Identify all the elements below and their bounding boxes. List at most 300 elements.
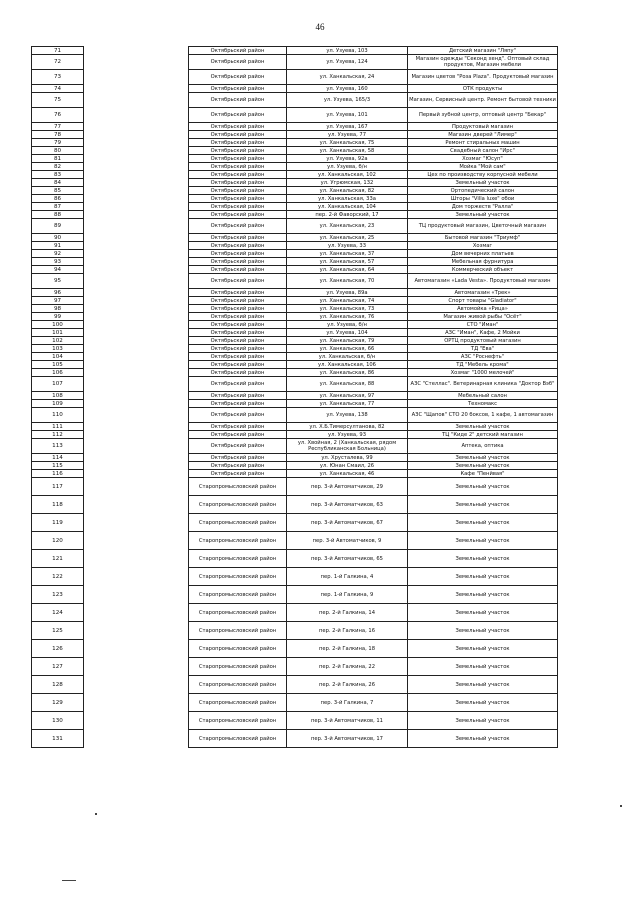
row-number: 79: [32, 139, 84, 147]
address-cell: пер. 3-й Автоматчиков, 67: [287, 514, 408, 532]
number-row: [32, 195, 84, 203]
object-cell: Земельный участок: [408, 514, 558, 532]
table-row: [189, 171, 558, 179]
table-row: [189, 439, 558, 454]
scan-mark-left: [95, 813, 97, 815]
table-row: [189, 219, 558, 234]
district-cell: Октябрьский район: [189, 454, 287, 462]
address-cell: ул. Ханкальская, 75: [287, 139, 408, 147]
district-cell: Старопромысловский район: [189, 622, 287, 640]
object-cell: Земельный участок: [408, 658, 558, 676]
row-number: 99: [32, 313, 84, 321]
object-cell: Земельный участок: [408, 478, 558, 496]
row-number: 85: [32, 187, 84, 195]
number-row: [32, 187, 84, 195]
table-row: [189, 242, 558, 250]
object-cell: Коммерческий объект: [408, 266, 558, 274]
table-row: [189, 55, 558, 70]
address-cell: пер. 3-й Автоматчиков, 29: [287, 478, 408, 496]
address-cell: пер. 2-й Галкина, 22: [287, 658, 408, 676]
row-number: 118: [32, 496, 84, 514]
number-row: [32, 377, 84, 392]
district-cell: Октябрьский район: [189, 289, 287, 297]
object-cell: Земельный участок: [408, 462, 558, 470]
address-cell: ул. Угрюмская, 132: [287, 179, 408, 187]
table-row: [189, 431, 558, 439]
table-row: [189, 250, 558, 258]
object-cell: Мебельная фурнитура: [408, 258, 558, 266]
address-cell: ул. Узуева, 101: [287, 108, 408, 123]
row-number: 75: [32, 93, 84, 108]
number-row: [32, 454, 84, 462]
row-number: 101: [32, 329, 84, 337]
address-cell: ул. Хвойная, 2 (Ханкальская, рядом Республиканская Больница): [287, 439, 408, 454]
number-row: [32, 676, 84, 694]
address-cell: ул. Ханкальская, 58: [287, 147, 408, 155]
table-row: [189, 274, 558, 289]
number-row: [32, 70, 84, 85]
number-row: [32, 85, 84, 93]
address-cell: пер. 2-й Галкина, 18: [287, 640, 408, 658]
table-row: [189, 85, 558, 93]
row-number: 84: [32, 179, 84, 187]
number-row: [32, 658, 84, 676]
district-cell: Октябрьский район: [189, 242, 287, 250]
number-row: [32, 313, 84, 321]
row-number: 94: [32, 266, 84, 274]
address-cell: ул. Ханкальская, 46: [287, 470, 408, 478]
address-cell: ул. Ханкальская, 104: [287, 203, 408, 211]
row-number: 76: [32, 108, 84, 123]
object-cell: Автомагазин «Lada Vesta». Продуктовый магазин: [408, 274, 558, 289]
row-number: 88: [32, 211, 84, 219]
row-number: 125: [32, 622, 84, 640]
row-number: 127: [32, 658, 84, 676]
district-cell: Старопромысловский район: [189, 586, 287, 604]
number-row: [32, 219, 84, 234]
address-cell: пер. 2-й Фаворский, 17: [287, 211, 408, 219]
object-cell: Хозмаг: [408, 242, 558, 250]
table-row: [189, 47, 558, 55]
row-number: 130: [32, 712, 84, 730]
number-row: [32, 171, 84, 179]
table-row: [189, 147, 558, 155]
row-number: 104: [32, 353, 84, 361]
address-cell: ул. Ханкальская, 70: [287, 274, 408, 289]
district-cell: Октябрьский район: [189, 163, 287, 171]
address-cell: пер. 3-й Автоматчиков, 17: [287, 730, 408, 748]
row-number: 83: [32, 171, 84, 179]
object-cell: Ремонт стиральных машин: [408, 139, 558, 147]
number-row: [32, 147, 84, 155]
row-number: 124: [32, 604, 84, 622]
object-cell: Спорт товары "Gladiator": [408, 297, 558, 305]
number-row: [32, 47, 84, 55]
object-cell: Земельный участок: [408, 640, 558, 658]
objects-table: [188, 46, 556, 748]
district-cell: Октябрьский район: [189, 108, 287, 123]
table-row: [189, 586, 558, 604]
number-row: [32, 337, 84, 345]
address-cell: ул. Ханкальская, 79: [287, 337, 408, 345]
table-row: [189, 163, 558, 171]
address-cell: ул. Ханкальская, 76: [287, 313, 408, 321]
table-row: [189, 478, 558, 496]
number-row: [32, 305, 84, 313]
row-number: 123: [32, 586, 84, 604]
number-row: [32, 470, 84, 478]
district-cell: Октябрьский район: [189, 305, 287, 313]
row-number: 72: [32, 55, 84, 70]
district-cell: Октябрьский район: [189, 423, 287, 431]
address-cell: пер. 2-й Галкина, 16: [287, 622, 408, 640]
table-row: [189, 321, 558, 329]
table-row: [189, 361, 558, 369]
district-cell: Октябрьский район: [189, 313, 287, 321]
district-cell: Октябрьский район: [189, 439, 287, 454]
row-number: 81: [32, 155, 84, 163]
object-cell: ТЦ "Киде 2" детский магазин: [408, 431, 558, 439]
object-cell: Магазин цветов "Роза Plaza". Продуктовый магазин: [408, 70, 558, 85]
row-number: 103: [32, 345, 84, 353]
table-row: [189, 211, 558, 219]
object-cell: Земельный участок: [408, 604, 558, 622]
number-row: [32, 203, 84, 211]
address-cell: ул. Ханкальская, б/н: [287, 353, 408, 361]
object-cell: Магазин, Сервисный центр. Ремонт бытовой техники: [408, 93, 558, 108]
number-row: [32, 266, 84, 274]
object-cell: Земельный участок: [408, 550, 558, 568]
number-row: [32, 604, 84, 622]
row-number: 87: [32, 203, 84, 211]
row-number: 114: [32, 454, 84, 462]
number-row: [32, 329, 84, 337]
number-row: [32, 345, 84, 353]
row-number: 108: [32, 392, 84, 400]
address-cell: пер. 2-й Галкина, 26: [287, 676, 408, 694]
object-cell: Земельный участок: [408, 676, 558, 694]
table-row: [189, 313, 558, 321]
number-row: [32, 242, 84, 250]
number-row: [32, 640, 84, 658]
address-cell: ул. Ханкальская, 57: [287, 258, 408, 266]
row-number: 73: [32, 70, 84, 85]
district-cell: Октябрьский район: [189, 345, 287, 353]
district-cell: Октябрьский район: [189, 258, 287, 266]
district-cell: Октябрьский район: [189, 321, 287, 329]
address-cell: ул. Ханкальская, 97: [287, 392, 408, 400]
table-row: [189, 392, 558, 400]
district-cell: Октябрьский район: [189, 131, 287, 139]
address-cell: ул. Узуева, 103: [287, 47, 408, 55]
number-row: [32, 361, 84, 369]
row-number-column: [31, 46, 84, 748]
table-row: [189, 676, 558, 694]
object-cell: ТД "Мебель крома": [408, 361, 558, 369]
table-row: [189, 131, 558, 139]
address-cell: пер. 2-й Галкина, 14: [287, 604, 408, 622]
table-row: [189, 496, 558, 514]
address-cell: ул. Ханкальская, 66: [287, 345, 408, 353]
district-cell: Октябрьский район: [189, 47, 287, 55]
number-row: [32, 211, 84, 219]
object-cell: Земельный участок: [408, 532, 558, 550]
row-number: 100: [32, 321, 84, 329]
row-number: 93: [32, 258, 84, 266]
table-row: [189, 658, 558, 676]
district-cell: Октябрьский район: [189, 179, 287, 187]
object-cell: Свадебный салон "Ирс": [408, 147, 558, 155]
number-row: [32, 622, 84, 640]
object-cell: Мойка "Мой сам": [408, 163, 558, 171]
row-number: 92: [32, 250, 84, 258]
object-cell: Земельный участок: [408, 622, 558, 640]
object-cell: Автомагазин «Трек»: [408, 289, 558, 297]
table-row: [189, 369, 558, 377]
table-row: [189, 462, 558, 470]
table-row: [189, 297, 558, 305]
district-cell: Октябрьский район: [189, 171, 287, 179]
row-number: 122: [32, 568, 84, 586]
object-cell: Цех по производству корпусной мебели: [408, 171, 558, 179]
object-cell: Дом вечерних платьев: [408, 250, 558, 258]
object-cell: ОТК продукты: [408, 85, 558, 93]
object-cell: АЗС "Стеллас". Ветеринарная клиника "Доктор Вэб": [408, 377, 558, 392]
number-row: [32, 730, 84, 748]
object-cell: Земельный участок: [408, 568, 558, 586]
object-cell: Детский магазин "Ляпу": [408, 47, 558, 55]
row-number: 105: [32, 361, 84, 369]
number-row: [32, 139, 84, 147]
row-number: 102: [32, 337, 84, 345]
address-cell: ул. Узуева, б/н: [287, 321, 408, 329]
address-cell: пер. 3-й Галкина, 7: [287, 694, 408, 712]
object-cell: Шторы "Villa luxe" обои: [408, 195, 558, 203]
table-row: [189, 377, 558, 392]
object-cell: Земельный участок: [408, 454, 558, 462]
table-row: [189, 258, 558, 266]
address-cell: ул. Узуева, 104: [287, 329, 408, 337]
address-cell: пер. 1-й Галкина, 9: [287, 586, 408, 604]
object-cell: Техномакс: [408, 400, 558, 408]
table-row: [189, 179, 558, 187]
address-cell: ул. Ханкальская, 25: [287, 234, 408, 242]
address-cell: ул. Ханкальская, 106: [287, 361, 408, 369]
district-cell: Старопромысловский район: [189, 658, 287, 676]
district-cell: Октябрьский район: [189, 431, 287, 439]
table-row: [189, 423, 558, 431]
district-cell: Старопромысловский район: [189, 730, 287, 748]
address-cell: ул. Ханкальская, 73: [287, 305, 408, 313]
table-row: [189, 532, 558, 550]
address-cell: ул. Юнан Смаил, 26: [287, 462, 408, 470]
number-row: [32, 550, 84, 568]
object-cell: АЗС "Иман", Кафе, 2 Мойки: [408, 329, 558, 337]
table-row: [189, 353, 558, 361]
scan-mark-right: [620, 805, 622, 807]
object-cell: ТЦ продуктовый магазин, Цветочный магазин: [408, 219, 558, 234]
object-cell: Земельный участок: [408, 694, 558, 712]
number-row: [32, 496, 84, 514]
address-cell: ул. Ханкальская, 33а: [287, 195, 408, 203]
row-number: 80: [32, 147, 84, 155]
row-number: 91: [32, 242, 84, 250]
number-row: [32, 123, 84, 131]
district-cell: Октябрьский район: [189, 155, 287, 163]
row-number: 78: [32, 131, 84, 139]
row-number: 115: [32, 462, 84, 470]
object-cell: Земельный участок: [408, 712, 558, 730]
table-row: [189, 70, 558, 85]
page-number: 46: [315, 22, 325, 32]
row-number: 112: [32, 431, 84, 439]
row-number: 126: [32, 640, 84, 658]
table-row: [189, 337, 558, 345]
row-number: 86: [32, 195, 84, 203]
district-cell: Октябрьский район: [189, 55, 287, 70]
address-cell: пер. 3-й Автоматчиков, 9: [287, 532, 408, 550]
number-row: [32, 55, 84, 70]
row-number: 77: [32, 123, 84, 131]
number-row: [32, 694, 84, 712]
number-row: [32, 353, 84, 361]
object-cell: Кафе "Пенйвая": [408, 470, 558, 478]
district-cell: Октябрьский район: [189, 297, 287, 305]
district-cell: Октябрьский район: [189, 361, 287, 369]
district-cell: Октябрьский район: [189, 392, 287, 400]
number-row: [32, 93, 84, 108]
address-cell: ул. Узуева, 138: [287, 408, 408, 423]
table-row: [189, 640, 558, 658]
number-row: [32, 462, 84, 470]
district-cell: Старопромысловский район: [189, 496, 287, 514]
table-row: [189, 454, 558, 462]
district-cell: Старопромысловский район: [189, 640, 287, 658]
table-row: [189, 345, 558, 353]
address-cell: ул. Узуева, 33: [287, 242, 408, 250]
number-row: [32, 131, 84, 139]
district-cell: Октябрьский район: [189, 203, 287, 211]
address-cell: ул. Ханкальская, 82: [287, 187, 408, 195]
address-cell: ул. Ханкальская, 23: [287, 219, 408, 234]
district-cell: Октябрьский район: [189, 369, 287, 377]
table-row: [189, 305, 558, 313]
address-cell: ул. Ханкальская, 37: [287, 250, 408, 258]
district-cell: Старопромысловский район: [189, 568, 287, 586]
row-number: 96: [32, 289, 84, 297]
table-row: [189, 289, 558, 297]
district-cell: Октябрьский район: [189, 377, 287, 392]
number-row: [32, 108, 84, 123]
district-cell: Октябрьский район: [189, 337, 287, 345]
object-cell: Магазин живой рыбы "Осёт": [408, 313, 558, 321]
row-number: 98: [32, 305, 84, 313]
table-row: [189, 108, 558, 123]
row-number: 110: [32, 408, 84, 423]
district-cell: Октябрьский район: [189, 470, 287, 478]
district-cell: Октябрьский район: [189, 353, 287, 361]
row-number: 129: [32, 694, 84, 712]
row-number: 121: [32, 550, 84, 568]
row-number: 106: [32, 369, 84, 377]
district-cell: Октябрьский район: [189, 123, 287, 131]
object-cell: Магазин дверей "Лимер": [408, 131, 558, 139]
row-number: 109: [32, 400, 84, 408]
district-cell: Старопромысловский район: [189, 550, 287, 568]
object-cell: ТД "Ева": [408, 345, 558, 353]
object-cell: СТО "Иман": [408, 321, 558, 329]
table-row: [189, 93, 558, 108]
row-number: 97: [32, 297, 84, 305]
row-number: 117: [32, 478, 84, 496]
district-cell: Октябрьский район: [189, 462, 287, 470]
row-number: 71: [32, 47, 84, 55]
district-cell: Старопромысловский район: [189, 712, 287, 730]
number-row: [32, 250, 84, 258]
table-row: [189, 550, 558, 568]
row-number: 90: [32, 234, 84, 242]
object-cell: Земельный участок: [408, 586, 558, 604]
row-number: 131: [32, 730, 84, 748]
district-cell: Старопромысловский район: [189, 478, 287, 496]
object-cell: Мебельный салон: [408, 392, 558, 400]
object-cell: Земельный участок: [408, 730, 558, 748]
object-cell: Магазин одежды "Секонд хенд". Оптовый склад продуктов, Магазин мебели: [408, 55, 558, 70]
object-cell: ОРТЦ продуктовый магазин: [408, 337, 558, 345]
district-cell: Октябрьский район: [189, 250, 287, 258]
table-row: [189, 730, 558, 748]
address-cell: ул. Узуева, 160: [287, 85, 408, 93]
address-cell: ул. Узуева, б/н: [287, 163, 408, 171]
table-row: [189, 400, 558, 408]
address-cell: пер. 3-й Автоматчиков, 65: [287, 550, 408, 568]
number-row: [32, 274, 84, 289]
number-row: [32, 439, 84, 454]
address-cell: ул. Ханкальская, 86: [287, 369, 408, 377]
number-row: [32, 179, 84, 187]
table-row: [189, 123, 558, 131]
number-row: [32, 712, 84, 730]
table-row: [189, 266, 558, 274]
object-cell: Хозмаг "Юсуп": [408, 155, 558, 163]
address-cell: пер. 3-й Автоматчиков, 11: [287, 712, 408, 730]
table-row: [189, 568, 558, 586]
number-row: [32, 163, 84, 171]
district-cell: Октябрьский район: [189, 93, 287, 108]
object-cell: АЗС "Щапов" СТО 20 боксов, 1 кафе, 1 автомагазин: [408, 408, 558, 423]
district-cell: Октябрьский район: [189, 266, 287, 274]
table-row: [189, 234, 558, 242]
address-cell: ул. Узуева, 93: [287, 431, 408, 439]
district-cell: Октябрьский район: [189, 408, 287, 423]
address-cell: ул. Узуева, 89а: [287, 289, 408, 297]
table-row: [189, 187, 558, 195]
address-cell: ул. Узуева, 167: [287, 123, 408, 131]
table-row: [189, 622, 558, 640]
scan-mark-bottom: [62, 880, 76, 881]
object-cell: Дом торжеств "Ралла": [408, 203, 558, 211]
row-number: 113: [32, 439, 84, 454]
district-cell: Октябрьский район: [189, 85, 287, 93]
district-cell: Старопромысловский район: [189, 604, 287, 622]
number-row: [32, 289, 84, 297]
object-cell: Земельный участок: [408, 211, 558, 219]
number-row: [32, 369, 84, 377]
table-row: [189, 329, 558, 337]
row-number: 128: [32, 676, 84, 694]
district-cell: Октябрьский район: [189, 147, 287, 155]
table-row: [189, 408, 558, 423]
